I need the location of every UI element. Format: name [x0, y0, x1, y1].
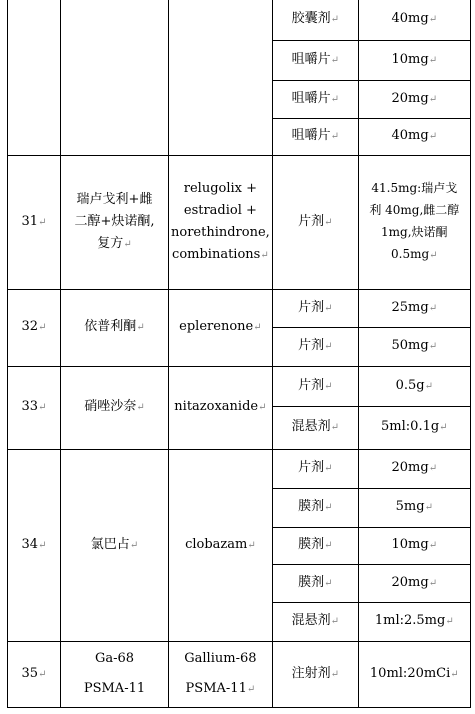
chinese-name-cell: 氯巴占↵	[61, 449, 169, 641]
english-name-cell: nitazoxanide↵	[169, 366, 273, 449]
chinese-name-cell: Ga-68 PSMA-11	[61, 641, 169, 707]
english-name-cell	[169, 0, 273, 155]
table-row	[8, 289, 471, 327]
chinese-name-cell: 依普利酮↵	[61, 289, 169, 366]
number-cell: 32↵	[8, 289, 61, 366]
dosage-form-cell: 咀嚼片↵	[272, 40, 358, 80]
dosage-form-cell: 咀嚼片↵	[272, 118, 358, 155]
dosage-form-cell: 膜剂↵	[272, 527, 358, 564]
number-cell	[8, 0, 61, 155]
specification-cell: 0.5g↵	[358, 366, 470, 406]
specification-cell: 1ml:2.5mg↵	[358, 602, 470, 641]
specification-cell: 40mg↵	[358, 118, 470, 155]
number-cell: 33↵	[8, 366, 61, 449]
dosage-form-cell: 膜剂↵	[272, 488, 358, 527]
specification-cell: 20mg↵	[358, 449, 470, 488]
specification-cell: 20mg↵	[358, 564, 470, 602]
specification-cell: 50mg↵	[358, 327, 470, 366]
english-name-cell: clobazam↵	[169, 449, 273, 641]
specification-cell: 41.5mg:瑞卢戈 利 40mg,雌二醇 1mg,炔诺酮 0.5mg↵	[358, 155, 470, 289]
table-row	[8, 155, 471, 289]
dosage-form-cell: 片剂↵	[272, 449, 358, 488]
drug-table	[7, 0, 471, 708]
chinese-name-cell: 瑞卢戈利+雌 二醇+炔诺酮, 复方↵	[61, 155, 169, 289]
number-cell: 31↵	[8, 155, 61, 289]
dosage-form-cell: 咀嚼片↵	[272, 80, 358, 118]
table-row	[8, 641, 471, 707]
specification-cell: 20mg↵	[358, 80, 470, 118]
chinese-name-cell: 硝唑沙奈↵	[61, 366, 169, 449]
number-cell: 35↵	[8, 641, 61, 707]
table-row	[8, 0, 471, 40]
specification-cell: 25mg↵	[358, 289, 470, 327]
dosage-form-cell: 片剂↵	[272, 327, 358, 366]
dosage-form-cell: 片剂↵	[272, 155, 358, 289]
dosage-form-cell: 膜剂↵	[272, 564, 358, 602]
specification-cell: 5ml:0.1g↵	[358, 406, 470, 449]
chinese-name-cell	[61, 0, 169, 155]
number-cell: 34↵	[8, 449, 61, 641]
table-row	[8, 449, 471, 488]
english-name-cell: Gallium-68 PSMA-11↵	[169, 641, 273, 707]
table-row	[8, 366, 471, 406]
dosage-form-cell: 注射剂↵	[272, 641, 358, 707]
dosage-form-cell: 混悬剂↵	[272, 406, 358, 449]
english-name-cell: eplerenone↵	[169, 289, 273, 366]
specification-cell: 5mg↵	[358, 488, 470, 527]
dosage-form-cell: 片剂↵	[272, 289, 358, 327]
english-name-cell: relugolix + estradiol + norethindrone, combinations↵	[169, 155, 273, 289]
specification-cell: 10mg↵	[358, 40, 470, 80]
dosage-form-cell: 片剂↵	[272, 366, 358, 406]
specification-cell: 10ml:20mCi↵	[358, 641, 470, 707]
specification-cell: 40mg↵	[358, 0, 470, 40]
specification-cell: 10mg↵	[358, 527, 470, 564]
dosage-form-cell: 胶囊剂↵	[272, 0, 358, 40]
dosage-form-cell: 混悬剂↵	[272, 602, 358, 641]
